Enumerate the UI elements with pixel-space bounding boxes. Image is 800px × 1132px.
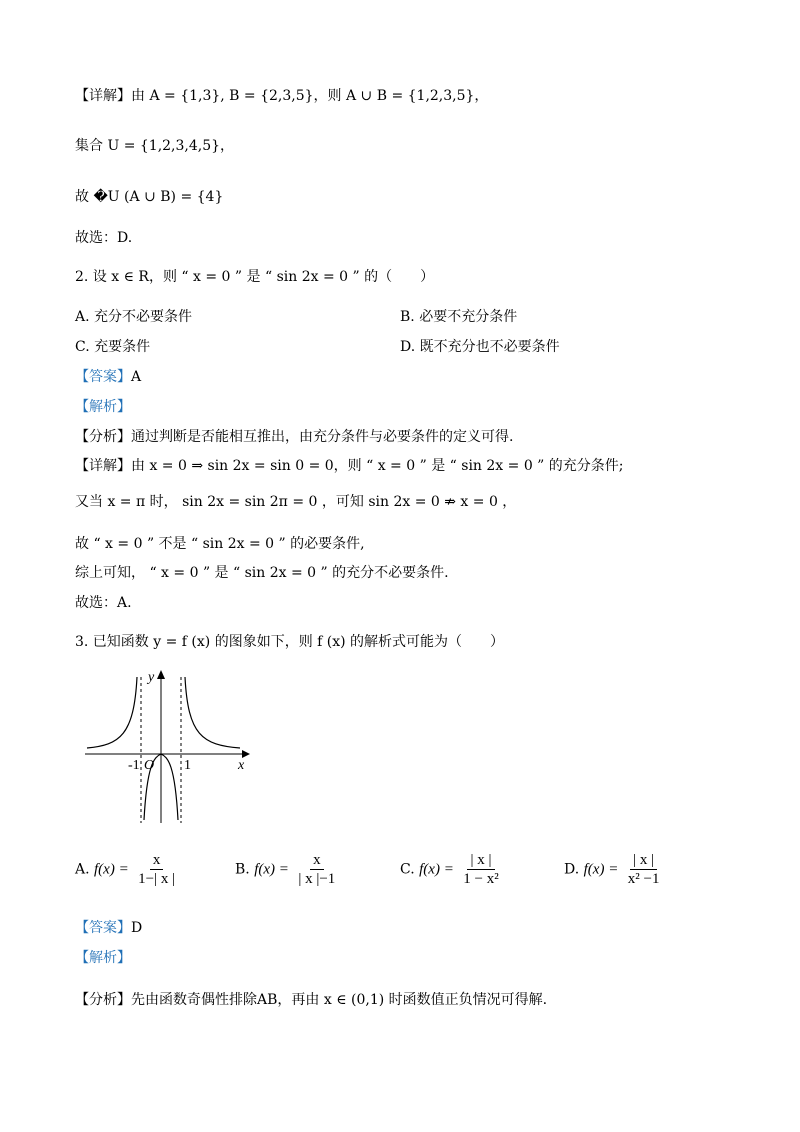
answer-tag: 【答案】 <box>75 369 131 385</box>
answer-tag: 【答案】 <box>75 920 131 936</box>
origin-label: O <box>144 758 155 773</box>
q2-answer <box>75 367 141 387</box>
detail-text: 由 x = 0 ⇒ sin 2x = sin 0 = 0，则 “ x = 0 ” 是 “ sin 2x = 0 ” 的充分条件; <box>131 458 624 474</box>
opt-a-lhs: f(x) = <box>94 861 129 878</box>
branch-left <box>87 677 137 748</box>
q2-analysis <box>75 397 131 417</box>
line-detail-union <box>75 86 488 106</box>
detail-tag: 【详解】 <box>75 458 131 474</box>
fenxi-tag: 【分析】 <box>75 429 131 445</box>
line-set-u <box>75 136 234 156</box>
q2-detail-3: 故 “ x = 0 ” 不是 “ sin 2x = 0 ” 的必要条件, <box>75 536 365 552</box>
q2-stem-text: 2. 设 x ∈ R，则 “ x = 0 ” 是 “ sin 2x = 0 ” 的（ ） <box>75 269 435 285</box>
function-graph <box>80 665 260 825</box>
opt-d-denominator: x² −1 <box>627 871 660 887</box>
opt-d-lhs: f(x) = <box>583 861 619 878</box>
q3-option-b <box>235 852 338 887</box>
analysis-tag: 【解析】 <box>75 950 131 966</box>
q2-fenxi <box>75 427 513 447</box>
q3-option-a <box>75 852 178 887</box>
q2-detail-1 <box>75 456 624 476</box>
q3-fenxi <box>75 990 547 1010</box>
opt-c-denominator: 1 − x² <box>463 871 499 887</box>
answer-value: A <box>131 369 142 385</box>
q2-option-d: D. 既不充分也不必要条件 <box>400 339 560 355</box>
tick-pos-one: 1 <box>184 758 191 773</box>
line-choice-1 <box>75 228 132 248</box>
question-2-stem <box>75 267 434 287</box>
complement-text: 故 �U (A ∪ B) = {4} <box>75 189 224 205</box>
choice-text-1: 故选：D. <box>75 230 133 246</box>
opt-c-lhs: f(x) = <box>419 861 454 878</box>
detail-text-1: 【详解】由 A = {1,3}, B = {2,3,5}，则 A ∪ B = {1,2,3,5}， <box>75 88 489 104</box>
q2-option-a: A. 充分不必要条件 <box>75 309 193 325</box>
q3-option-c <box>400 852 502 887</box>
opt-c-numerator: | x | <box>467 852 494 870</box>
opt-d-numerator: | x | <box>630 852 657 870</box>
analysis-tag: 【解析】 <box>75 399 131 415</box>
y-label: y <box>148 670 155 685</box>
q2-option-b: B. 必要不充分条件 <box>400 309 518 325</box>
y-axis-arrow <box>157 670 165 679</box>
opt-c-fraction <box>460 852 501 887</box>
q3-option-d <box>564 852 663 887</box>
opt-c-label: C. <box>400 861 415 878</box>
q3-analysis <box>75 948 131 968</box>
opt-b-lhs: f(x) = <box>254 861 289 878</box>
opt-d-label: D. <box>564 861 580 878</box>
opt-a-fraction <box>135 852 178 887</box>
fenxi-text: 通过判断是否能相互推出，由充分条件与必要条件的定义可得. <box>131 429 514 445</box>
opt-a-label: A. <box>75 861 90 878</box>
q2-detail-5: 故选：A. <box>75 595 132 611</box>
opt-a-denominator: 1−| x | <box>138 871 176 887</box>
branch-right <box>185 677 240 748</box>
x-label: x <box>238 758 245 773</box>
question-3-stem: 3. 已知函数 y = f (x) 的图象如下，则 f (x) 的解析式可能为（ ） <box>75 634 505 650</box>
opt-b-fraction <box>295 852 338 887</box>
fenxi-text: 先由函数奇偶性排除AB，再由 x ∈ (0,1) 时函数值正负情况可得解. <box>131 992 548 1008</box>
opt-b-denominator: | x |−1 <box>298 871 336 887</box>
fenxi-tag: 【分析】 <box>75 992 131 1008</box>
q2-option-c: C. 充要条件 <box>75 339 151 355</box>
q2-detail-2: 又当 x = π 时， sin 2x = sin 2π = 0 ，可知 sin 2x = 0 ⇏ x = 0 ， <box>75 494 517 510</box>
opt-d-fraction <box>625 852 663 887</box>
opt-a-numerator: x <box>150 852 164 870</box>
tick-neg-one: -1 <box>128 758 140 773</box>
q2-detail-4: 综上可知， “ x = 0 ” 是 “ sin 2x = 0 ” 的充分不必要条件. <box>75 565 449 581</box>
opt-b-label: B. <box>235 861 250 878</box>
line-complement <box>75 187 223 207</box>
set-u-text: 集合 U = {1,2,3,4,5}， <box>75 138 235 154</box>
q3-answer <box>75 918 142 938</box>
opt-b-numerator: x <box>310 852 324 870</box>
answer-value: D <box>131 920 143 936</box>
x-axis-arrow <box>242 750 250 758</box>
